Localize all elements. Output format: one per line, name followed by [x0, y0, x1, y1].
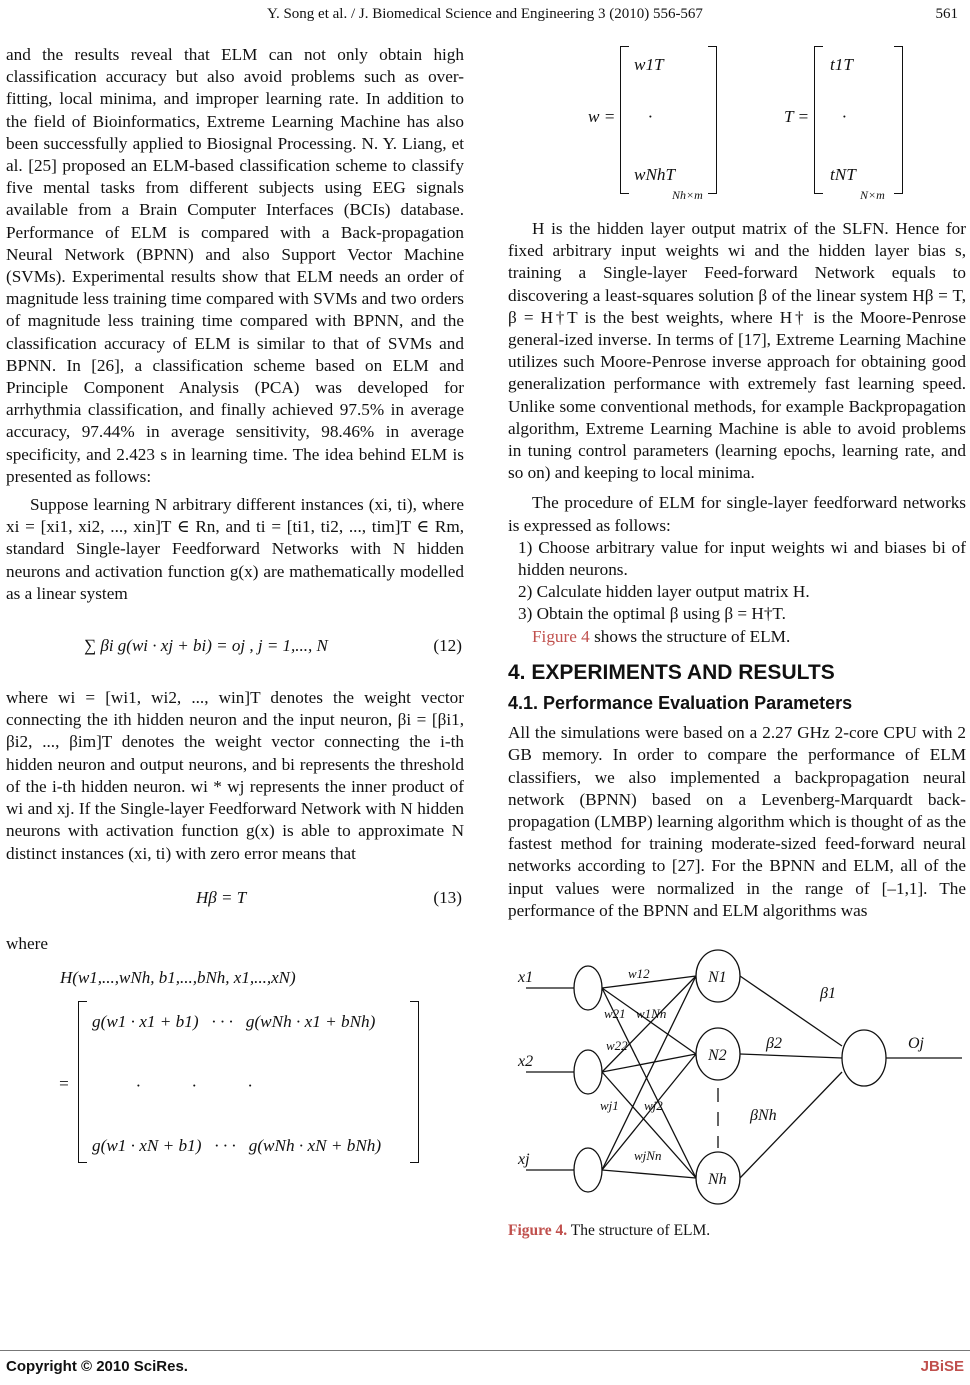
- equation-13-number: (13): [433, 887, 462, 907]
- matrix-t-dimension: N×m: [860, 188, 885, 202]
- label-nh: Nh: [708, 1171, 727, 1189]
- equation-13: [6, 875, 464, 923]
- equation-12: [6, 615, 464, 677]
- label-n1: N1: [708, 969, 727, 987]
- equation-13-body: Hβ = T: [196, 887, 247, 907]
- label-w1n: w1Nn: [636, 1006, 667, 1022]
- procedure-step-1: 1) Choose arbitrary value for input weights wi and biases bi of hidden neurons.: [518, 537, 966, 580]
- footer-copyright: Copyright © 2010 SciRes.: [6, 1358, 188, 1375]
- procedure-step-2: 2) Calculate hidden layer output matrix H.: [518, 582, 810, 602]
- equation-12-number: (12): [433, 636, 462, 656]
- figure-reference-sentence: Figure 4 shows the structure of ELM.: [532, 626, 791, 646]
- matrix-w-top: w1T: [634, 55, 664, 74]
- input-node-1: [574, 966, 602, 1010]
- matrix-h-header: H(w1,...,wNh, b1,...,bNh, x1,...,xN): [60, 967, 296, 987]
- label-x2: x2: [518, 1053, 534, 1071]
- label-beta1: β1: [820, 985, 836, 1003]
- label-x1: x1: [518, 969, 534, 987]
- equation-12-body: ∑ βi g(wi · xj + bi) = oj , j = 1,..., N: [84, 636, 328, 656]
- section-heading: 4. EXPERIMENTS AND RESULTS: [508, 660, 835, 684]
- label-w22: w22: [606, 1038, 628, 1054]
- matrix-t-bottom: tNT: [830, 165, 856, 184]
- input-node-j: [574, 1148, 602, 1192]
- matrix-w-label: w =: [588, 107, 616, 126]
- figure-4-caption-label: Figure 4.: [508, 1222, 568, 1240]
- where-label: where: [6, 933, 48, 953]
- matrix-h-row-1: g(w1 · x1 + b1) · · · g(wNh · x1 + bNh): [92, 1011, 376, 1031]
- figure-4-link[interactable]: Figure 4: [532, 626, 590, 646]
- matrix-w-dimension: Nh×m: [672, 188, 703, 202]
- matrix-t-top: t1T: [830, 55, 853, 74]
- figure-4-elm-structure: [508, 948, 966, 1240]
- label-xj: xj: [518, 1151, 530, 1169]
- label-w21: w21: [604, 1006, 626, 1022]
- label-wj1: wj1: [600, 1098, 619, 1114]
- elm-network-diagram: [508, 948, 966, 1208]
- right-column: [508, 44, 966, 1240]
- matrix-h-row-2: · · ·: [136, 1075, 253, 1095]
- label-wj2: wj2: [644, 1098, 663, 1114]
- paragraph-elm-background: and the results reveal that ELM can not only obtain high classification accuracy but also avoid problems such as over-fitting, local minima, and improper learning rate. In addition to the field of Bioinformatics, Extreme Learning Machine has also been successfully applied to Biosignal Processing. N. Y. Liang, et al. [25] proposed an ELM-based classification scheme to classify five mental tasks from different subjects using EEG signals available from a Brain Computer Interfaces (BCIs) database. Performance of ELM is compared with a Back-propagation Neural Network (BPNN) and also Support Vector Machine (SVMs). Experimental results show that ELM needs an order of magnitude less training time compared with SVMs and two orders of magnitude less training time compared with BPNN, and the classification accuracy of ELM is similar to that of SVMs and BPNN. In [26], a classification scheme based on ELM and Principle Component Analysis (PCA) was developed for arrhythmia classification, and finally achieved 97.5% in average accuracy, 97.44% in average sensitivity, 98.46% in average specificity, and 2.423 s in learning time. The idea behind ELM is presented as follows:: [6, 45, 464, 486]
- paragraph-procedure: The procedure of ELM for single-layer feedforward networks is expressed as follows:: [508, 493, 966, 535]
- label-wjn: wjNn: [634, 1148, 662, 1164]
- output-node: [842, 1030, 886, 1086]
- left-column: [6, 44, 464, 1173]
- paragraph-definitions: where wi = [wi1, wi2, ..., win]T denotes the weight vector connecting the ith hidden neuron and the input neuron, βi = [βi1, βi2, ..., βim]T denotes the weight vector connecting the i-th hidden neuron and output neurons, and bi represents the threshold of the i-th hidden neuron. wi * wj represents the inner product of wi and xj. If the Single-layer Feedforward Network with N hidden neurons with activation function g(x) is able to approximate N distinct instances (xi, ti) with zero error means that: [6, 688, 464, 863]
- procedure-step-3: 3) Obtain the optimal β using β = H†T.: [518, 604, 786, 624]
- input-node-2: [574, 1050, 602, 1094]
- label-output: Oj: [908, 1035, 924, 1053]
- matrix-h: [6, 963, 464, 1163]
- running-header: [0, 6, 970, 23]
- paragraph-simulations: All the simulations were based on a 2.27 GHz 2-core CPU with 2 GB memory. In order to compare the performance of ELM classifiers, we also implemented a backpropagation neural network (BPNN) based on a Levenberg-Marquardt back-propagation (LMBP) learning algorithm which is thought of as the fastest method for training moderate-sized feed-forward neural networks according to [27]. For the BPNN and ELM, all of the input values were normalized in the range of [–1,1]. The performance of the BPNN and ELM algorithms was: [508, 723, 966, 920]
- matrix-w-bottom: wNhT: [634, 165, 676, 184]
- footer-journal: JBiSE: [920, 1358, 964, 1375]
- matrix-w-t: [508, 44, 966, 204]
- label-n2: N2: [708, 1047, 727, 1065]
- subsection-heading: 4.1. Performance Evaluation Parameters: [508, 693, 853, 714]
- footer-rule: [0, 1350, 970, 1351]
- figure-4-caption: [508, 1220, 966, 1242]
- matrix-h-row-3: g(w1 · xN + b1) · · · g(wNh · xN + bNh): [92, 1135, 382, 1155]
- paragraph-elm-solution: H is the hidden layer output matrix of the SLFN. Hence for fixed arbitrary input weights wi and the hidden layer bias s, training a Single-layer Feed-forward Network equals to discovering a least-squares solution β of the linear system Hβ = T, β = H†T is the best weights, where H† is the Moore-Penrose general-ized inverse. In terms of [17], Extreme Learning Machine utilizes such Moore-Penrose inverse approach for obtaining good generalization performance with extremely fast learning speed. Unlike some conventional methods, for example Backpropagation algorithm, Extreme Learning Machine is able to avoid problems in tuning control parameters (learning epochs, learning rate, and so on) and keeping to local minima.: [508, 219, 966, 483]
- matrix-h-equals: =: [58, 1073, 70, 1093]
- matrix-t-mid: ·: [842, 107, 847, 126]
- matrix-t-label: T =: [784, 107, 810, 126]
- matrix-w-mid: ·: [648, 107, 653, 126]
- page-number: 561: [935, 6, 958, 22]
- running-title: Y. Song et al. / J. Biomedical Science and Engineering 3 (2010) 556-567: [267, 6, 703, 22]
- label-betanh: βNh: [750, 1107, 777, 1125]
- label-beta2: β2: [766, 1035, 782, 1053]
- label-w12: w12: [628, 966, 650, 982]
- figure-4-caption-text: The structure of ELM.: [567, 1222, 711, 1240]
- paragraph-elm-setup: Suppose learning N arbitrary different instances (xi, ti), where xi = [xi1, xi2, ..., xin]T ∈ Rn, and ti = [ti1, ti2, ..., tim]T ∈ Rm, standard Single-layer Feedforward Networks with N hidden neurons and activation function g(x) are mathematically modelled as a linear system: [6, 495, 464, 603]
